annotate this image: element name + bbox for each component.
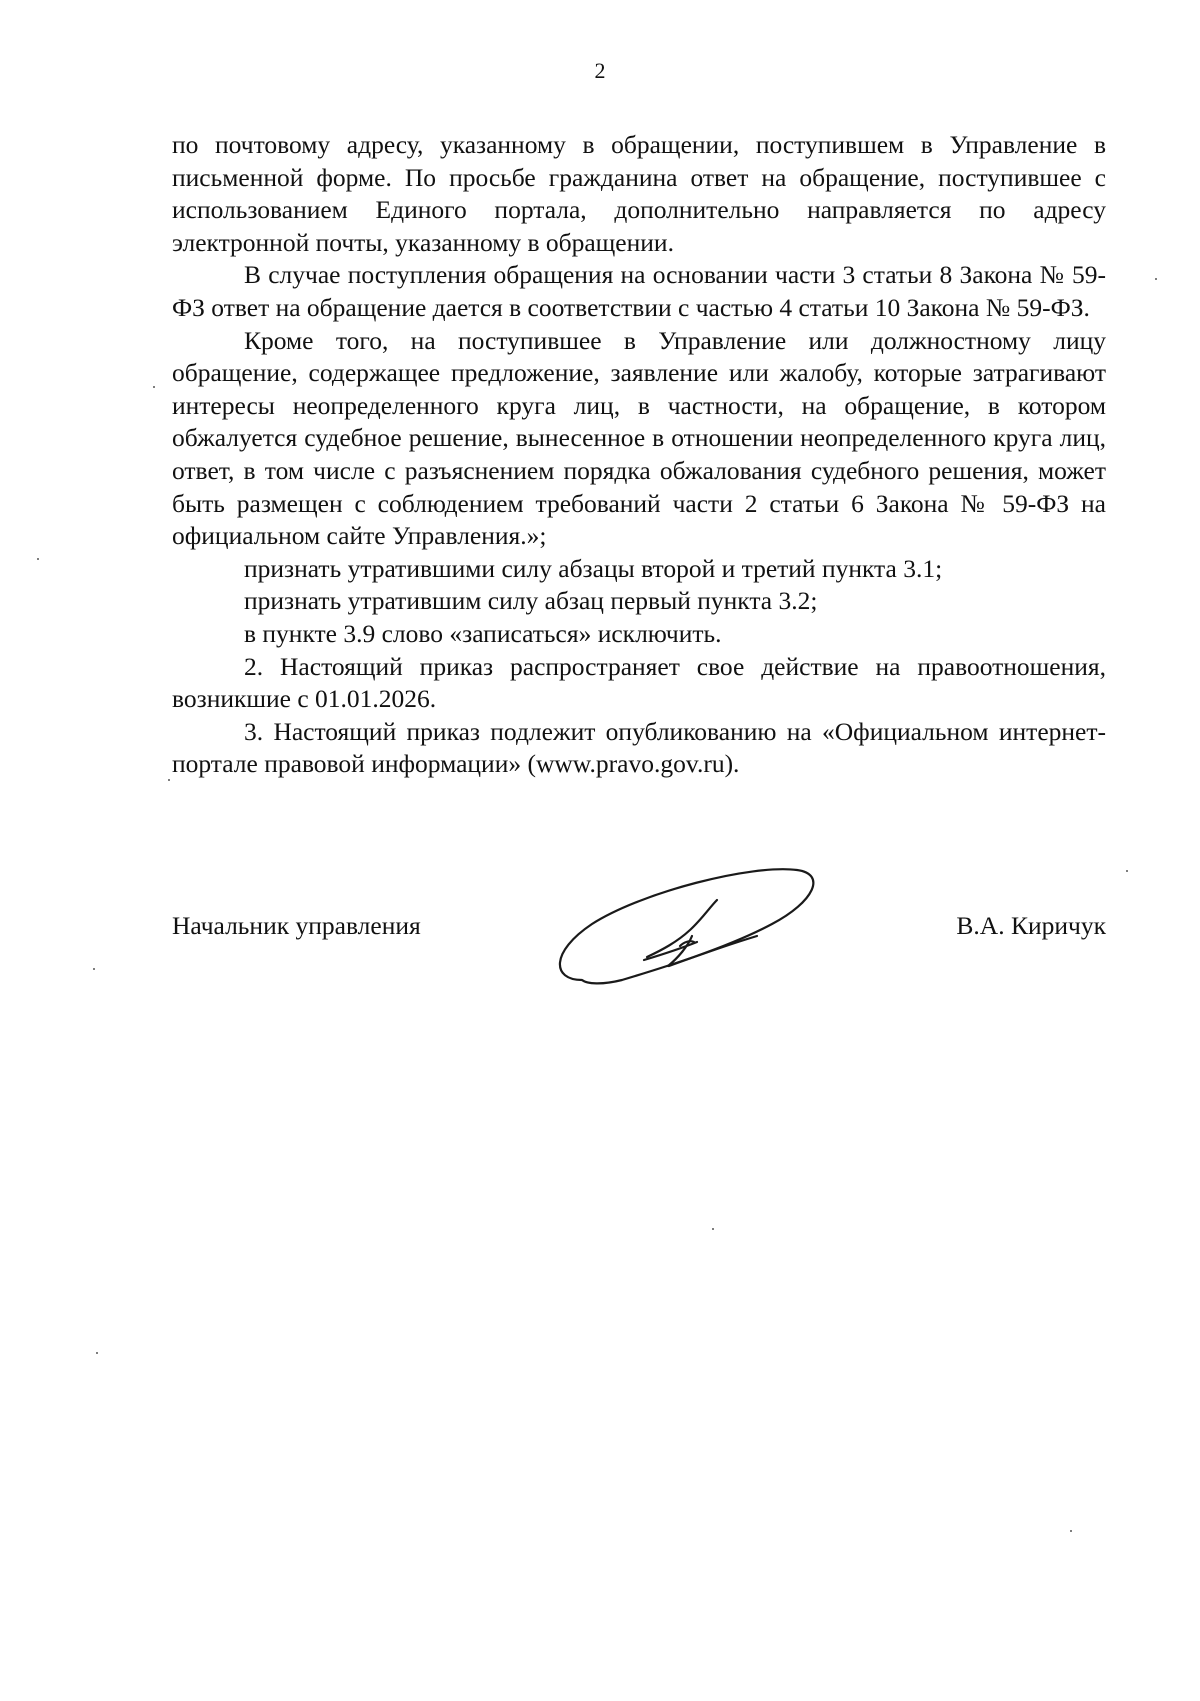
scan-speck xyxy=(1155,278,1157,280)
scan-speck xyxy=(712,1228,714,1230)
signatory-position: Начальник управления xyxy=(172,911,421,940)
document-body xyxy=(172,129,1106,781)
page-number: 2 xyxy=(594,58,606,83)
scan-speck xyxy=(96,1352,98,1354)
scan-speck xyxy=(93,968,95,970)
scan-speck xyxy=(1070,1530,1072,1532)
signatory-name: В.А. Киричук xyxy=(956,911,1106,940)
paragraph: 2. Настоящий приказ распространяет свое действие на правоотношения, возникшие с 01.01.2026. xyxy=(172,651,1106,714)
scan-speck xyxy=(168,779,170,781)
scan-speck xyxy=(1126,870,1128,872)
paragraph: по почтовому адресу, указанному в обращении, поступившем в Управление в письменной форме. По просьбе гражданина ответ на обращение, поступившее с использованием Единого портала, дополнительно направляется по адресу электронной почты, указанному в обращении. xyxy=(172,130,1106,257)
handwritten-signature-icon xyxy=(552,862,822,992)
paragraph: признать утратившим силу абзац первый пункта 3.2; xyxy=(244,586,818,616)
paragraph: признать утратившими силу абзацы второй и третий пункта 3.1; xyxy=(244,553,943,583)
paragraph: В случае поступления обращения на основании части 3 статьи 8 Закона № 59-ФЗ ответ на обращение дается в соответствии с частью 4 статьи 10 Закона № 59-ФЗ. xyxy=(172,260,1106,322)
scan-speck xyxy=(37,558,39,560)
paragraph: в пункте 3.9 слово «записаться» исключить. xyxy=(244,618,722,648)
scan-speck xyxy=(153,386,155,388)
paragraph: Кроме того, на поступившее в Управление или должностному лицу обращение, содержащее предложение, заявление или жалобу, которые затрагивают интересы неопределенного круга лиц, в частности, на обращение, в котором обжалуется судебное решение, вынесенное в отношении неопределенного круга лиц, ответ, в том числе с разъяснением порядка обжалования судебного решения, может быть размещен с соблюдением требований части 2 статьи 6 Закона № 59-ФЗ на официальном сайте Управления.»; xyxy=(172,325,1106,551)
paragraph: 3. Настоящий приказ подлежит опубликованию на «Официальном интернет-портале правовой информации» (www.pravo.gov.ru). xyxy=(172,716,1106,779)
